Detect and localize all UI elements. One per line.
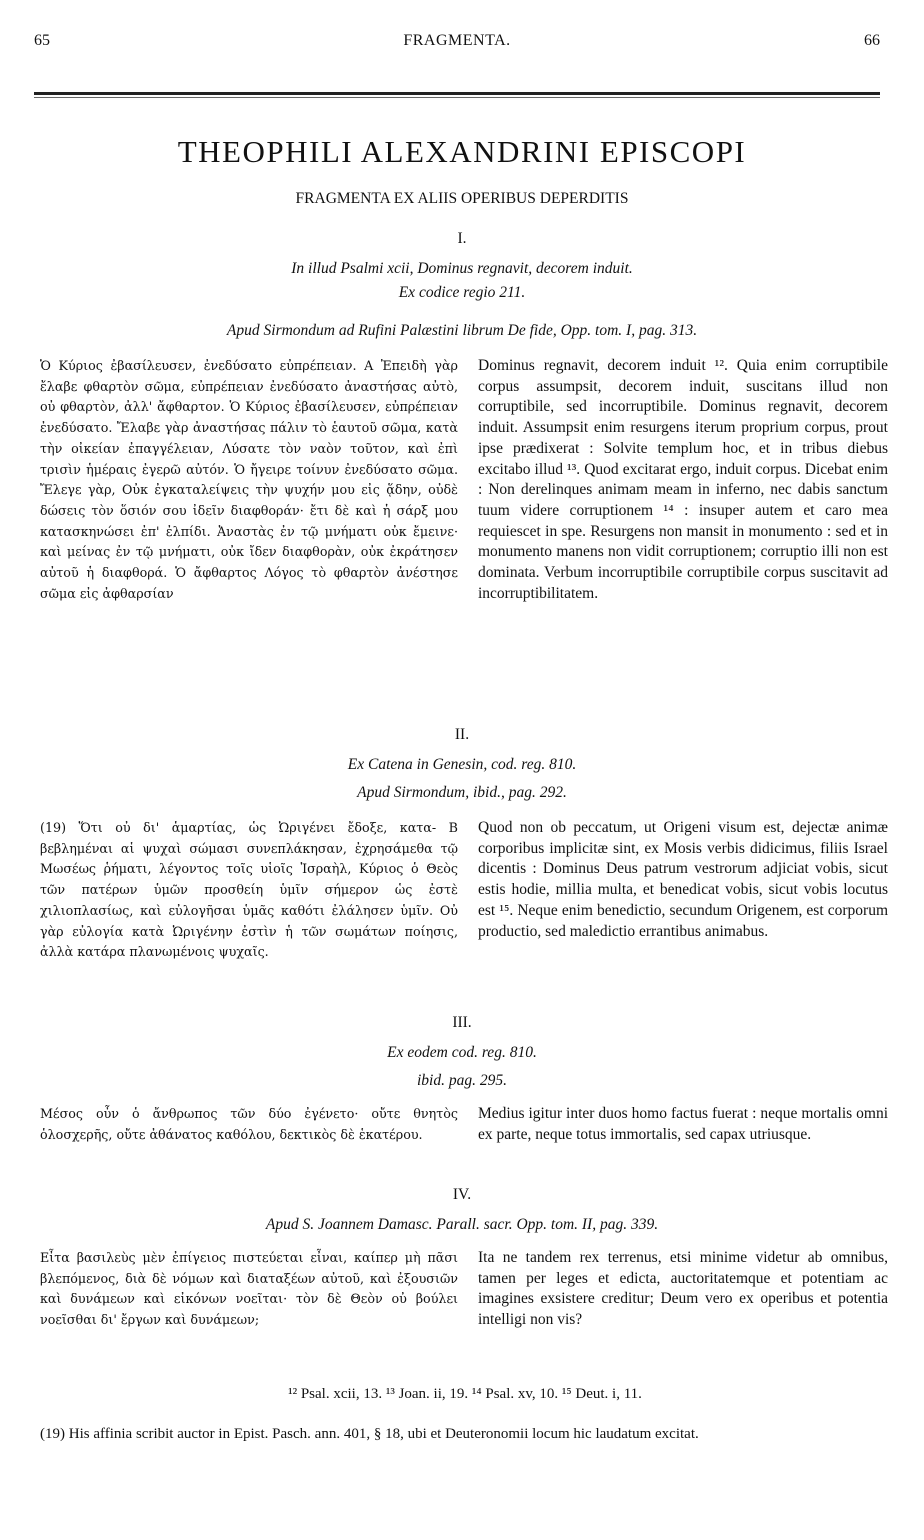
header-rule [34, 92, 880, 95]
latin-text-2: Quod non ob peccatum, ut Origeni visum est, dejectæ animæ corporibus implicitæ sint, ex Mosis verbis didicimus, filiis Israel dicentis : Dominus Deus patrum vestrorum adjiciat vobis, sicut estis hodie, millia multa, et benedicat vobis, sicut vobis locutus est ¹⁵. Neque enim benedictio, secundum Origenem, est corporum productio, sed maledictio errantibus animabus. [478, 819, 888, 940]
latin-text-4: Ita ne tandem rex terrenus, etsi minime videtur ab omnibus, tamen per leges et edicta, auctoritatemque et potentiam ac imagines exsistere creditur; Deum vero ex operibus et potentia intelligi non vis? [478, 1249, 888, 1329]
section-numeral-2: II. [454, 726, 470, 743]
section-heading-3-line-2: ibid. pag. 295. [417, 1072, 507, 1089]
greek-text-3: Μέσος οὖν ὁ ἄνθρωπος τῶν δύο ἐγένετο· οὔτε θνητὸς ὁλοσχερῆς, οὔτε ἀθάνατος καθόλου, δεκτικὸς δὲ ἑκατέρου. [40, 1106, 458, 1142]
greek-text-2: (19) Ὅτι οὐ δι' ἁμαρτίας, ὡς Ὠριγένει ἔδοξε, κατα- B βεβλημέναι αἱ ψυχαὶ σώμασι συνεπλάκησαν, ἐχρησάμεθα τῷ Μωσέως ῥήματι, λέγοντος τοῖς υἱοῖς Ἰσραὴλ, Κύριος ὁ Θεὸς τῶν πατέρων ὑμῶν προσθείη ὑμῖν σήμερον ὡς ἐστὲ χιλιοπλασίως, καὶ εὐλογῆσαι ὑμᾶς καθότι ἐλάλησεν ὑμῖν. Οὐ γὰρ εὐλογία κατὰ Ὠριγένην ἐστὶν ἡ τῶν σωμάτων ποίησις, ἀλλὰ κατάρα πλανωμένοις ψυχαῖς. [40, 820, 458, 960]
section-numeral-4: IV. [452, 1186, 472, 1203]
section-heading-2-line-2: Apud Sirmondum, ibid., pag. 292. [357, 784, 567, 801]
section-heading-4-line-1: Apud S. Joannem Damasc. Parall. sacr. Opp. tom. II, pag. 339. [265, 1216, 659, 1233]
greek-text-4: Εἶτα βασιλεὺς μὲν ἐπίγειος πιστεύεται εἶναι, καίπερ μὴ πᾶσι βλεπόμενος, διὰ δὲ νόμων καὶ διαταξέων αὐτοῦ, καὶ ἐξουσιῶν καὶ δυνάμεων καὶ εἰκόνων νοεῖται· τὸν δὲ Θεὸν οὐ βούλει νοεῖσθαι δι' ἔργων καὶ δυνάμεων; [40, 1250, 458, 1328]
running-title: FRAGMENTA. [403, 32, 511, 49]
section-heading-2-line-1: Ex Catena in Genesin, cod. reg. 810. [347, 756, 577, 773]
page-number-left: 65 [34, 32, 50, 49]
latin-text-3: Medius igitur inter duos homo factus fuerat : neque mortalis omni ex parte, neque totus immortalis, sed capax utriusque. [478, 1105, 888, 1143]
section-heading-1-line-2: Ex codice regio 211. [398, 284, 526, 301]
footnotes: ¹² Psal. xcii, 13. ¹³ Joan. ii, 19. ¹⁴ Psal. xv, 10. ¹⁵ Deut. i, 11. [288, 1386, 642, 1402]
endnote: (19) His affinia scribit auctor in Epist. Pasch. ann. 401, § 18, ubi et Deuteronomii locum hic laudatum excitat. [40, 1426, 699, 1442]
section-heading-1-line-1: In illud Psalmi xcii, Dominus regnavit, decorem induit. [291, 260, 633, 277]
section-numeral-1: I. [457, 230, 467, 247]
latin-text-1: Dominus regnavit, decorem induit ¹². Quia enim corruptibile corpus assumpsit, decorem induit, suscitans illud non corruptibile, sed incorruptibile. Dominus regnavit, decorem induit. Assumpsit enim resurgens iterum proprium corpus, prout ipse prædixerat : Solvite templum hoc, et in tribus diebus excitabo illud ¹³. Quod excitarat ergo, induit corpus. Dicebat enim : Non derelinques animam meam in inferno, nec dabis sanctum tuum videre corruptionem ¹⁴ : insuper autem et caro mea requiescet in spe. Resurgens non mansit in monumento : sed et in monumento manens non vidit corruptionem; corruptio illi non est dominata. Verbum incorruptibile corruptibile corpus suscitavit ad incorruptibilitatem. [478, 357, 888, 602]
page-number-right: 66 [864, 32, 880, 49]
section-heading-3-line-1: Ex eodem cod. reg. 810. [387, 1044, 537, 1061]
section-numeral-3: III. [452, 1014, 472, 1031]
section-heading-1-line-3: Apud Sirmondum ad Rufini Palæstini librum De fide, Opp. tom. I, pag. 313. [226, 322, 698, 339]
running-header [34, 32, 880, 58]
header-rule-thin [34, 97, 880, 98]
page-subtitle: FRAGMENTA EX ALIIS OPERIBUS DEPERDITIS [295, 190, 629, 207]
page-title: THEOPHILI ALEXANDRINI EPISCOPI [177, 134, 747, 169]
greek-text-1: Ὁ Κύριος ἐβασίλευσεν, ἐνεδύσατο εὐπρέπειαν. A Ἐπειδὴ γὰρ ἔλαβε φθαρτὸν σῶμα, εὐπρέπειαν ἐνεδύσατο ἀναστήσας αὐτὸ, οὐ φθαρτὸν, ἀλλ' ἄφθαρτον. Ὁ Κύριος ἐβασίλευσεν, εὐπρέπειαν ἐνεδύσατο. Ἔλαβε γὰρ ἀναστήσας πάλιν τὸ ἑαυτοῦ σῶμα, κατὰ τὴν οἰκείαν ἐπαγγέλειαν, Λύσατε τὸν ναὸν τοῦτον, καὶ ἐπὶ τρισὶν ἡμέραις ἐγερῶ αὐτόν. Ὁ ἤγειρε τοίνυν ἐνεδύσατο σῶμα. Ἔλεγε γὰρ, Οὐκ ἐγκαταλείψεις τὴν ψυχήν μου εἰς ᾅδην, οὐδὲ δώσεις τὸν ὅσιόν σου ἰδεῖν διαφθοράν· ἔτι δὲ καὶ ἡ σάρξ μου κατασκηνώσει ἐπ' ἐλπίδι. Ἀναστὰς ἐν τῷ μνήματι οὐκ ἔμεινε· καὶ μείνας ἐν τῷ μνήματι, οὐκ ἴδεν διαφθορὰν, οὐκ ἐκράτησεν αὐτοῦ ἡ διαφθορά. Ὁ ἄφθαρτος Λόγος τὸ φθαρτὸν ἀνέστησε σῶμα εἰς ἀφθαρσίαν [40, 358, 458, 601]
